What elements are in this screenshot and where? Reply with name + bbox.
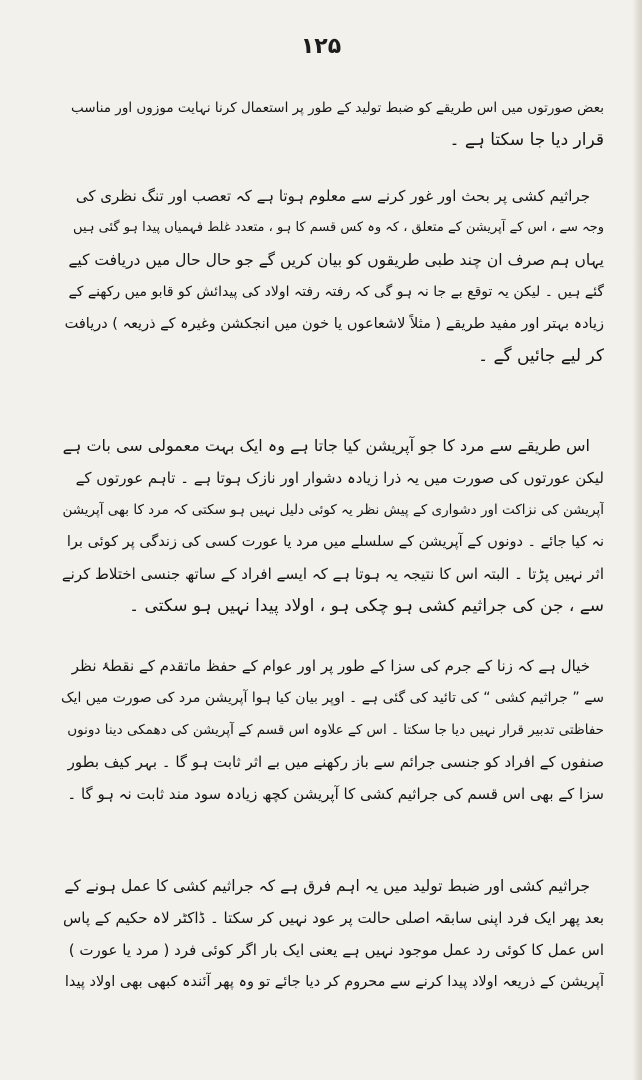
text-line: آپریشن کے ذریعہ اولاد پیدا کرنے سے محروم کر دیا جائے تو وہ پھر آئندہ کبھی بھی اولاد پیدا <box>64 974 604 990</box>
text-line: اثر نہیں پڑتا ۔ البتہ اس کا نتیجہ یہ ہوتا ہے کہ ایسے افراد کے ساتھ جنسی اختلاط کرنے <box>61 565 604 583</box>
text-line: صنفوں کے افراد کو جنسی جرائم سے باز رکھنے میں بے اثر ثابت ہو گا ۔ بہر کیف بطور <box>67 753 604 771</box>
text-line: کر لیے جائیں گے ۔ <box>478 346 604 366</box>
text-line: گئے ہیں ۔ لیکن یہ توقع بے جا نہ ہو گی کہ رفتہ رفتہ اولاد کی پیدائش کو قابو میں رکھنے کے <box>68 284 604 300</box>
paragraph-4 <box>60 650 604 810</box>
text-line: لیکن عورتوں کی صورت میں یہ ذرا زیادہ دشوار اور نازک ہوتا ہے ۔ تاہم عورتوں کے <box>75 469 604 487</box>
text-line: آپریشن کی نزاکت اور دشواری کے پیش نظر یہ کوئی دلیل نہیں ہو سکتی کہ مرد کا بھی آپریشن <box>62 502 604 518</box>
text-line: سزا کے بھی اس قسم کی جراثیم کشی کا آپریشن کچھ زیادہ سود مند ثابت نہ ہو گا ۔ <box>67 785 604 803</box>
text-line: وجہ سے ، اس کے آپریشن کے متعلق ، کہ وہ کس قسم کا ہو ، متعدد غلط فہمیاں پیدا ہو گئی ہیں <box>73 220 604 235</box>
text-line: نہ کیا جائے ۔ دونوں کے آپریشن کے سلسلے میں مرد یا عورت کسی کی زندگی پر کوئی برا <box>66 534 604 550</box>
text-line: زیادہ بہتر اور مفید طریقے ( مثلاً لاشعاعوں یا خون میں انجکشن وغیرہ کے ذریعہ ) دریافت <box>64 316 604 332</box>
paragraph-5 <box>60 870 604 998</box>
page-number: ۱۲۵ <box>300 34 342 59</box>
text-line: سے ” جراثیم کشی “ کی تائید کی گئی ہے ۔ اوپر بیان کیا ہوا آپریشن مرد کی صورت میں ایک <box>61 690 604 706</box>
text-line: بعد پھر ایک فرد اپنی سابقہ اصلی حالت پر عود نہیں کر سکتا ۔ ڈاکٹر لاہ حکیم کے پاس <box>62 909 604 927</box>
paragraph-3 <box>60 430 604 622</box>
page-edge-shadow <box>632 0 642 1080</box>
paragraph-1 <box>60 92 604 156</box>
text-line: اس عمل کا کوئی رد عمل موجود نہیں ہے یعنی ایک بار اگر کوئی فرد ( مرد یا عورت ) <box>68 941 604 959</box>
paragraph-2 <box>60 180 604 372</box>
text-line: بعض صورتوں میں اس طریقے کو ضبط تولید کے طور پر استعمال کرنا نہایت موزوں اور مناسب <box>71 100 604 116</box>
text-line: خیال ہے کہ زنا کے جرم کی سزا کے طور پر اور عوام کے حفظ ماتقدم کے نقطۂ نظر <box>71 657 590 675</box>
text-line: یہاں ہم صرف ان چند طبی طریقوں کو بیان کریں گے جو حال حال میں دریافت کیے <box>68 251 604 269</box>
text-line: قرار دیا جا سکتا ہے ۔ <box>449 130 604 150</box>
text-line: جراثیم کشی اور ضبط تولید میں یہ اہم فرق ہے کہ جراثیم کشی کا عمل ہونے کے <box>64 877 590 895</box>
text-line: حفاظتی تدبیر قرار نہیں دیا جا سکتا ۔ اس کے علاوہ اس قسم کے آپریشن کی دھمکی دینا دونوں <box>67 722 604 738</box>
text-line: سے ، جن کی جراثیم کشی ہو چکی ہو ، اولاد پیدا نہیں ہو سکتی ۔ <box>129 596 604 616</box>
text-line: جراثیم کشی پر بحث اور غور کرنے سے معلوم ہوتا ہے کہ تعصب اور تنگ نظری کی <box>75 187 590 205</box>
text-line: اس طریقے سے مرد کا جو آپریشن کیا جاتا ہے وہ ایک بہت معمولی سی بات ہے <box>62 436 590 455</box>
